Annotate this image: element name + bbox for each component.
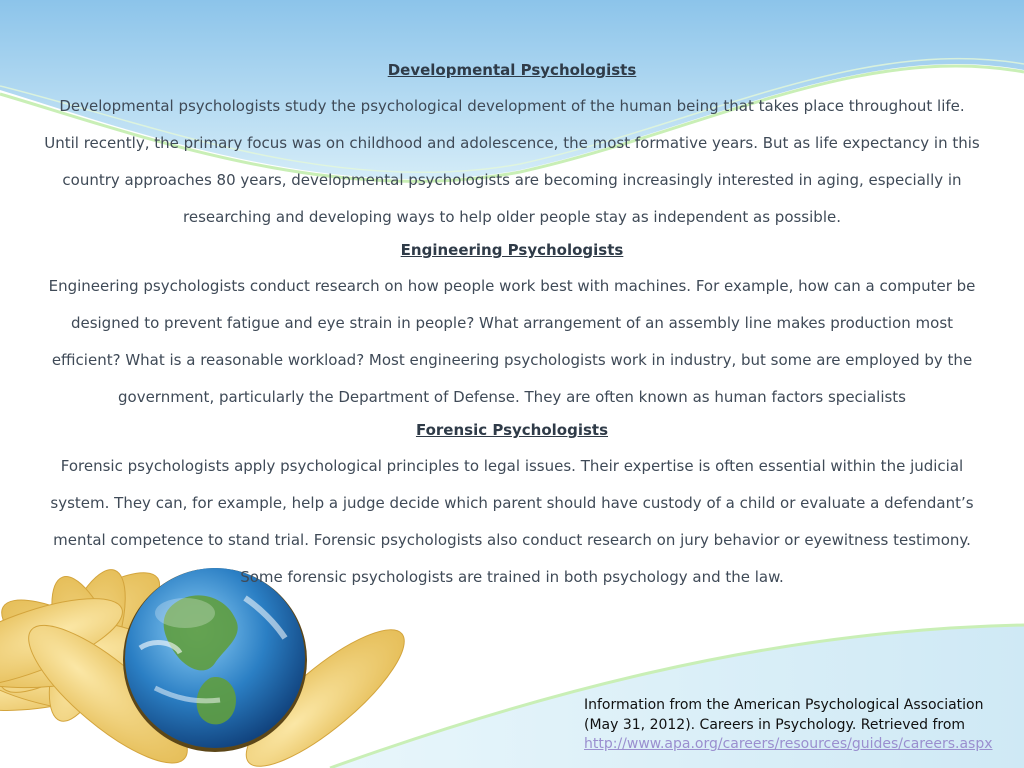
section-developmental: [40, 56, 984, 236]
section-heading: Developmental Psychologists: [387, 61, 637, 79]
section-engineering: [40, 236, 984, 416]
section-heading: Forensic Psychologists: [415, 421, 609, 439]
citation-line-1: Information from the American Psychological Association: [584, 697, 984, 713]
main-content: [40, 56, 984, 596]
section-body: Engineering psychologists conduct research on how people work best with machines. For example, how can a computer be designed to prevent fatigue and eye strain in people? What arrangement of an assembly line makes production most efficient? What is a reasonable workload? Most engineering psychologists work in industry, but some are employed by the government, particularly the Department of Defense. They are often known as human factors specialists: [48, 277, 976, 406]
citation: [584, 696, 1004, 755]
section-body: Forensic psychologists apply psychological principles to legal issues. Their expertise is often essential within the judicial system. They can, for example, help a judge decide which parent should have custody of a child or evaluate a defendant’s mental competence to stand trial. Forensic psychologists also conduct research on jury behavior or eyewitness testimony. Some forensic psychologists are trained in both psychology and the law.: [50, 457, 974, 586]
section-heading: Engineering Psychologists: [400, 241, 624, 259]
section-body: Developmental psychologists study the psychological development of the human being that takes place throughout life. Until recently, the primary focus was on childhood and adolescence, the most formative years. But as life expectancy in this country approaches 80 years, developmental psychologists are becoming increasingly interested in aging, especially in researching and developing ways to help older people stay as independent as possible.: [44, 97, 980, 226]
section-forensic: [40, 416, 984, 596]
citation-line-2: (May 31, 2012). Careers in Psychology. Retrieved from: [584, 716, 966, 733]
citation-link[interactable]: http://www.apa.org/careers/resources/guides/careers.aspx: [584, 736, 993, 752]
